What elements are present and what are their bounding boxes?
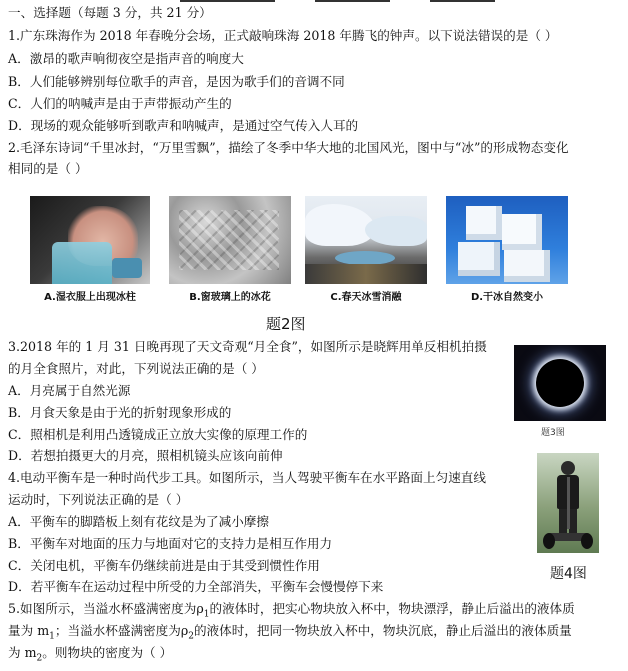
section-title: 一、选择题（每题 3 分，共 21 分） [8, 5, 212, 20]
q5-line2: 量为 $m_1$；当溢水杯盛满密度为$\rho_2$的液体时，把同一物块放入杯中，物块沉底，静止后溢出的液体质量 [8, 623, 572, 642]
q4-option-c: C．关闭电机，平衡车仍继续前进是由于其受到惯性作用 [8, 558, 320, 573]
q1-option-a: A．激昂的歌声响彻夜空是指声音的响度大 [8, 51, 244, 66]
q5-line1: 5.如图所示，当溢水杯盛满密度为$\rho_1$的液体时，把实心物块放入杯中，物块漂浮，静止后溢出的液体质 [8, 601, 575, 620]
q4-stem-line1: 4.电动平衡车是一种时尚代步工具。如图所示，当人驾驶平衡车在水平路面上匀速直线 [8, 470, 486, 485]
q1-option-d: D．现场的观众能够听到歌声和呐喊声，是通过空气传入人耳的 [8, 118, 359, 133]
q4-figure-label: 题4图 [550, 566, 587, 582]
photo-window-frost [169, 196, 291, 284]
q1-stem: 1.广东珠海作为 2018 年春晚分会场，正式敲响珠海 2018 年腾飞的钟声。以下说法错误的是（ ） [8, 28, 558, 43]
q3-stem-line2: 的月全食照片，对此，下列说法正确的是（ ） [8, 361, 264, 376]
q2-caption-c: C.春天冰雪消融 [330, 292, 402, 303]
q3-figure-label: 题3图 [541, 428, 565, 438]
q4-option-a: A．平衡车的脚踏板上刻有花纹是为了减小摩擦 [8, 514, 269, 529]
q3-option-d: D．若想拍摄更大的月亮，照相机镜头应该向前伸 [8, 448, 283, 463]
q3-stem-line1: 3.2018 年的 1 月 31 日晚再现了天文奇观“月全食”，如图所示是晓辉用单反相机拍摄 [8, 339, 487, 354]
q2-figure-label: 题2图 [266, 315, 306, 333]
top-cut-off-lines [140, 0, 500, 3]
q2-stem-line2: 相同的是（ ） [8, 161, 88, 176]
q2-caption-a: A.湿衣服上出现冰柱 [44, 292, 136, 303]
q3-option-b: B．月食天象是由于光的折射现象形成的 [8, 405, 232, 420]
photo-dry-ice [446, 196, 568, 284]
q3-option-c: C．照相机是利用凸透镜成正立放大实像的原理工作的 [8, 427, 308, 442]
q4-option-b: B．平衡车对地面的压力与地面对它的支持力是相互作用力 [8, 536, 333, 551]
photo-melting-snow [305, 196, 427, 284]
q2-stem-line1: 2.毛泽东诗词“千里冰封，“万里雪飘”，描绘了冬季中华大地的北国风光，图中与“冰”的形成物态变化 [8, 140, 569, 155]
q1-option-b: B．人们能够辨别每位歌手的声音，是因为歌手们的音调不同 [8, 74, 345, 89]
q2-caption-b: B.窗玻璃上的冰花 [189, 292, 271, 303]
q5-line3: 为 $m_2$。则物块的密度为（ ） [8, 645, 173, 664]
q2-caption-d: D.干冰自然变小 [470, 292, 544, 303]
q4-stem-line2: 运动时，下列说法正确的是（ ） [8, 492, 189, 507]
photo-ice-on-clothes [30, 196, 150, 284]
q3-option-a: A．月亮属于自然光源 [8, 383, 131, 398]
photo-lunar-eclipse [514, 345, 606, 421]
q4-option-d: D．若平衡车在运动过程中所受的力全部消失，平衡车会慢慢停下来 [8, 579, 384, 594]
photo-balance-scooter [537, 453, 599, 553]
q1-option-c: C．人们的呐喊声是由于声带振动产生的 [8, 96, 232, 111]
